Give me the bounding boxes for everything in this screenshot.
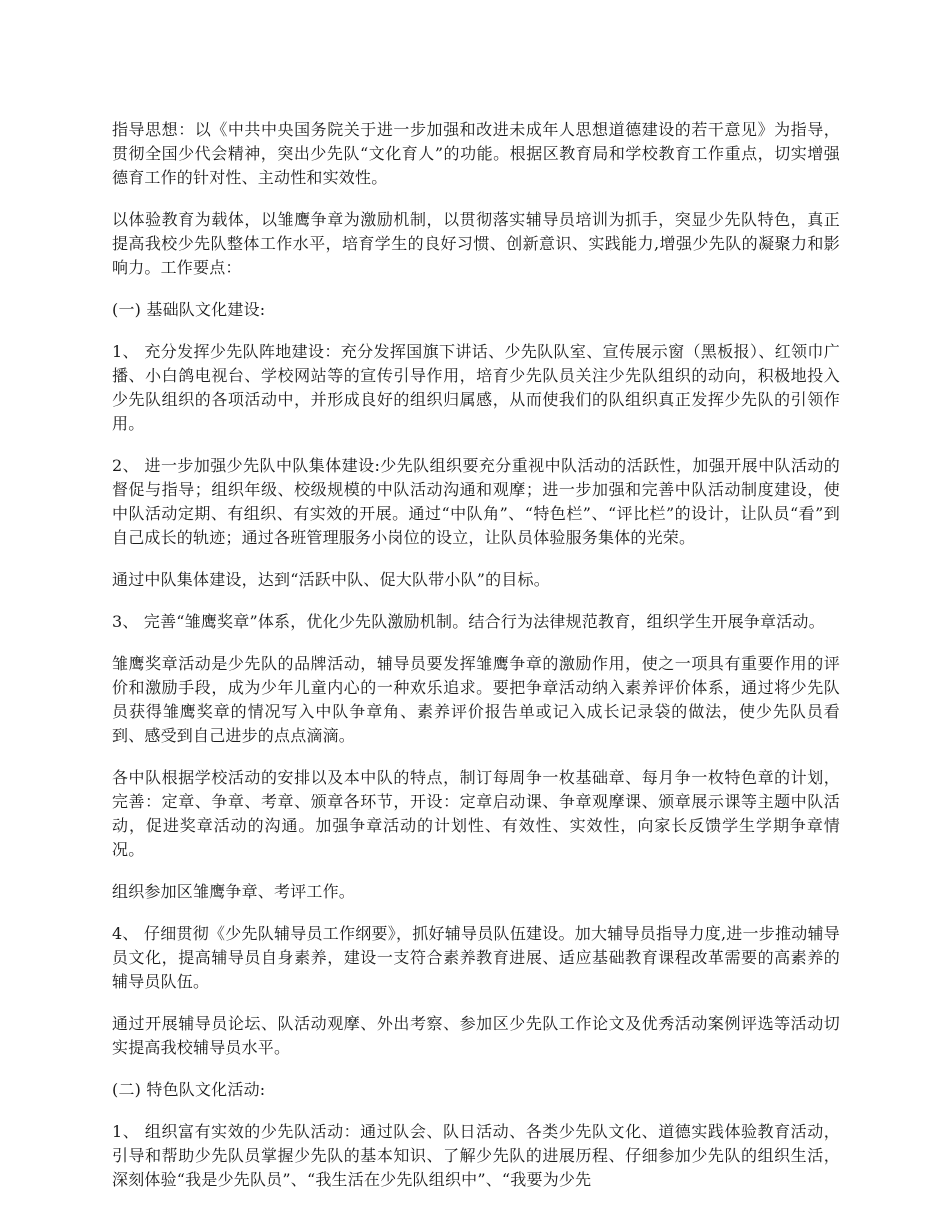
section-heading-basic-culture: (一) 基础队文化建设:	[112, 300, 266, 319]
paragraph-item-1-position-building: 1、 充分发挥少先队阵地建设：充分发挥国旗下讲话、少先队队室、宣传展示窗（黑板报）、红领巾广播、小白鸽电视台、学校网站等的宣传引导作用，培育少先队员关注少先队组织的动向，积极地投入少先队组织的各项活动中，并形成良好的组织归属感，从而使我们的队组织真正发挥少先队的引领作用。	[112, 342, 840, 433]
paragraph-squadron-goal: 通过中队集体建设，达到“活跃中队、促大队带小队”的目标。	[112, 570, 550, 589]
section-heading-special-activities: (二) 特色队文化活动:	[112, 1080, 266, 1099]
paragraph-work-focus-intro: 以体验教育为载体，以雏鹰争章为激励机制，以贯彻落实辅导员培训为抓手，突显少先队特色，真正提高我校少先队整体工作水平，培育学生的良好习惯、创新意识、实践能力,增强少先队的凝聚力和影响力。工作要点：	[112, 210, 840, 277]
paragraph-item-2-squadron-building: 2、 进一步加强少先队中队集体建设:少先队组织要充分重视中队活动的活跃性，加强开展中队活动的督促与指导；组织年级、校级规模的中队活动沟通和观摩；进一步加强和完善中队活动制度建设，使中队活动定期、有组织、有实效的开展。通过“中队角”、“特色栏”、“评比栏”的设计，让队员“看”到自己成长的轨迹；通过各班管理服务小岗位的设立，让队员体验服务集体的光荣。	[112, 456, 840, 547]
paragraph-squadron-plan: 各中队根据学校活动的安排以及本中队的特点，制订每周争一枚基础章、每月争一枚特色章的计划，完善：定章、争章、考章、颁章各环节，开设：定章启动课、争章观摩课、颁章展示课等主题中队活动，促进奖章活动的沟通。加强争章活动的计划性、有效性、实效性，向家长反馈学生学期争章情况。	[112, 768, 840, 859]
paragraph-eagle-badge-activity: 雏鹰奖章活动是少先队的品牌活动，辅导员要发挥雏鹰争章的激励作用，使之一项具有重要作用的评价和激励手段，成为少年儿童内心的一种欢乐追求。要把争章活动纳入素养评价体系，通过将少先队员获得雏鹰奖章的情况写入中队争章角、素养评价报告单或记入成长记录袋的做法，使少先队员看到、感受到自己进步的点点滴滴。	[112, 654, 840, 745]
paragraph-item-4-counselor-team: 4、 仔细贯彻《少先队辅导员工作纲要》，抓好辅导员队伍建设。加大辅导员指导力度,进一步推动辅导员文化，提高辅导员自身素养，建设一支符合素养教育进展、适应基础教育课程改革需要的高素养的辅导员队伍。	[112, 924, 840, 991]
paragraph-special-item-1: 1、 组织富有实效的少先队活动：通过队会、队日活动、各类少先队文化、道德实践体验教育活动，引导和帮助少先队员掌握少先队的基本知识、了解少先队的进展历程、仔细参加少先队的组织生活，深刻体验“我是少先队员”、“我生活在少先队组织中”、“我要为少先	[112, 1122, 840, 1189]
paragraph-guiding-ideology: 指导思想：以《中共中央国务院关于进一步加强和改进未成年人思想道德建设的若干意见》为指导，贯彻全国少代会精神，突出少先队“文化育人”的功能。根据区教育局和学校教育工作重点，切实增强德育工作的针对性、主动性和实效性。	[112, 120, 840, 187]
paragraph-item-3-eagle-badge: 3、 完善“雏鹰奖章”体系，优化少先队激励机制。结合行为法律规范教育，组织学生开展争章活动。	[112, 612, 825, 631]
document-body	[112, 118, 840, 1192]
paragraph-counselor-forum: 通过开展辅导员论坛、队活动观摩、外出考察、参加区少先队工作论文及优秀活动案例评选等活动切实提高我校辅导员水平。	[112, 1014, 840, 1057]
paragraph-district-evaluation: 组织参加区雏鹰争章、考评工作。	[112, 882, 356, 901]
